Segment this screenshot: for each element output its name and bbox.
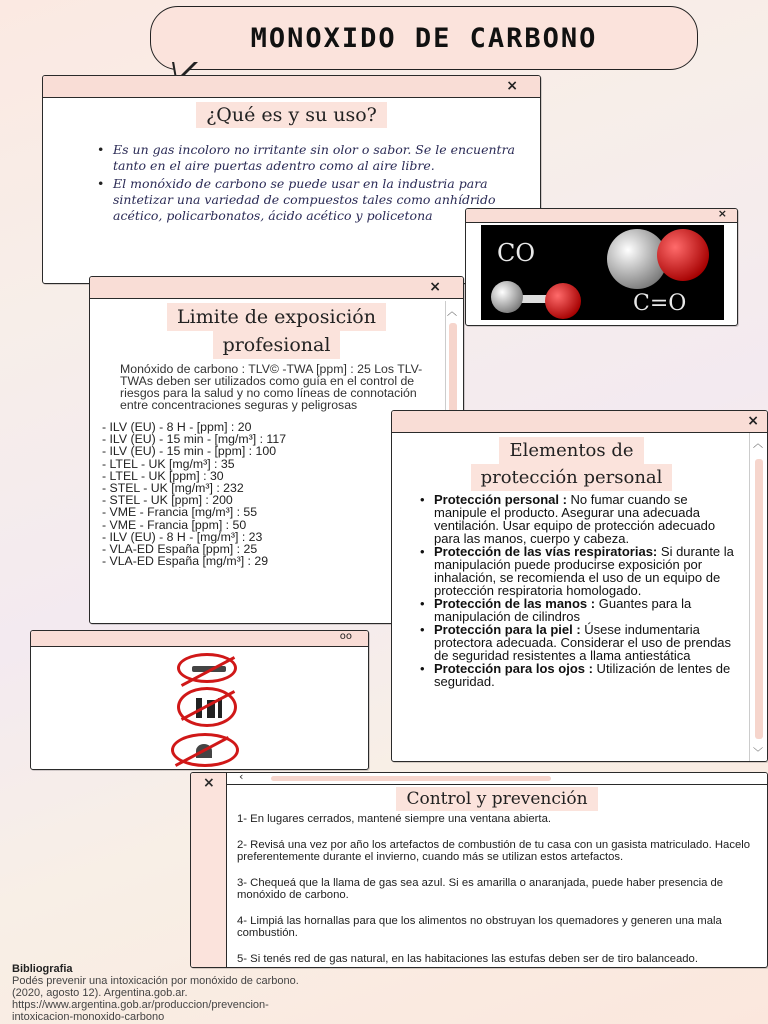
close-icon[interactable]: × (506, 78, 518, 94)
ppe-scrollbar[interactable] (749, 433, 767, 761)
signs-titlebar (31, 631, 368, 647)
ppe-item-label: Protección personal : (434, 492, 567, 507)
bibliography (12, 963, 432, 1023)
list-item: - VLA-ED España [ppm] : 25 (102, 542, 258, 557)
list-item: • Es un gas incoloro no irritante sin olor o sabor. Se le encuentra tanto en el aire puertas adentro como al aire libre. (93, 142, 520, 174)
ppe-window (391, 410, 768, 762)
no-eating-sign (177, 687, 237, 727)
list-item: - STEL - UK [ppm] : 200 (102, 493, 233, 508)
scroll-up-icon[interactable]: ︿ (447, 307, 457, 318)
ppe-item-text: Utilización de lentes de seguridad. (434, 661, 731, 689)
list-item: • El monóxido de carbono se puede usar en la industria para sintetizar una variedad de compuestos tales como anhídrido acético, policarbonatos, ácido acético y policetona (93, 176, 520, 224)
ppe-list (418, 493, 739, 688)
list-item: 3- Chequeá que la llama de gas sea azul. Si es amarilla o anaranjada, puede haber presencia de monóxido de carbono. (237, 877, 724, 901)
exposure-intro: Monóxido de carbono : TLV© -TWA [ppm] : 25 Los TLV-TWAs deben ser utilizados como guía en el control de riesgos para la salud y no como líneas de connotación entre concentraciones seguras y peligrosas (120, 362, 423, 412)
bond-small (519, 295, 549, 303)
what-is-heading: ¿Qué es y su uso? (196, 102, 387, 128)
window-dots-icon[interactable]: oo (339, 631, 352, 642)
bibliography-title: Bibliografia (12, 963, 73, 975)
list-item: - ILV (EU) - 15 min - [mg/m³] : 117 (102, 432, 287, 447)
what-is-window-titlebar (43, 76, 540, 98)
list-item: - LTEL - UK [ppm] : 30 (102, 468, 224, 483)
bibliography-line: Podés prevenir una intoxicación por monóxido de carbono. (12, 975, 299, 987)
list-item: - ILV (EU) - 8 H - [ppm] : 20 (102, 420, 252, 434)
list-item: - ILV (EU) - 8 H - [mg/m³] : 23 (102, 529, 263, 544)
close-icon[interactable]: × (747, 413, 759, 429)
what-is-list (93, 142, 520, 224)
oxygen-atom-large (657, 229, 709, 281)
list-item: 1- En lugares cerrados, mantené siempre una ventana abierta. (237, 813, 551, 825)
oxygen-atom-small (545, 283, 581, 319)
collapse-left-icon[interactable]: ‹ (239, 772, 244, 783)
close-icon[interactable]: × (429, 279, 441, 295)
list-item (418, 662, 739, 688)
control-topbar-scrollthumb[interactable] (271, 776, 551, 781)
molecule-structure-label: C=O (633, 291, 687, 316)
ppe-item-label: Protección de las manos : (434, 596, 596, 611)
list-item: - ILV (EU) - 15 min - [ppm] : 100 (102, 444, 277, 459)
molecule-window-titlebar (466, 209, 737, 223)
bibliography-link[interactable]: https://www.argentina.gob.ar/produccion/prevencion- (12, 999, 269, 1011)
exposure-heading-line2: profesional (213, 331, 341, 359)
list-item: - LTEL - UK [mg/m³] : 35 (102, 456, 235, 471)
bibliography-line: (2020, agosto 12). Argentina.gob.ar. (12, 987, 188, 999)
list-item (418, 493, 739, 545)
ppe-item-text: No fumar cuando se manipule el producto. Asegurar una adecuada ventilación. Usar equipo de protección adecuado para las manos, cuerpo y cabeza. (434, 492, 716, 546)
no-fire-sign (171, 733, 239, 767)
list-item: - VLA-ED España [mg/m³] : 29 (102, 554, 269, 569)
control-heading: Control y prevención (396, 787, 597, 811)
ppe-heading-line1: Elementos de (499, 437, 643, 464)
ppe-item-text: Si durante la manipulación puede producirse exposición por inhalación, se recomienda el uso de un equipo de protección respiratoria homologado. (434, 544, 734, 598)
list-item: 4- Limpiá las hornallas para que los alimentos no obstruyan los quemadores y generen una mala combustión. (237, 915, 722, 939)
ppe-item-label: Protección para los ojos : (434, 661, 593, 676)
ppe-item-label: Protección de las vías respiratorias: (434, 544, 658, 559)
molecule-3d-model (481, 225, 724, 320)
close-icon[interactable]: × (203, 775, 215, 791)
exposure-heading-line1: Limite de exposición (167, 303, 386, 331)
list-item (418, 545, 739, 597)
control-topbar (227, 773, 767, 785)
close-icon[interactable]: × (717, 208, 727, 220)
exposure-limits-titlebar (90, 277, 463, 299)
prohibition-signs-window (30, 630, 369, 770)
bibliography-link[interactable]: intoxicacion-monoxido-carbono (12, 1011, 165, 1023)
list-item: 2- Revisá una vez por año los artefactos de combustión de tu casa con un gasista matriculado. Hacelo preferentemente durante el invierno, cuando más se utilizan estos artefactos. (237, 839, 751, 863)
scroll-down-icon[interactable]: ﹀ (753, 748, 763, 759)
scroll-up-icon[interactable]: ︿ (753, 439, 763, 450)
control-list (237, 813, 761, 968)
control-side-panel (191, 773, 227, 967)
list-item (418, 623, 739, 662)
ppe-heading-line2: protección personal (471, 464, 673, 491)
carbon-atom-small (491, 281, 523, 313)
list-item: - VME - Francia [ppm] : 50 (102, 517, 247, 532)
list-item: - STEL - UK [mg/m³] : 232 (102, 481, 244, 496)
list-item (418, 597, 739, 623)
list-item: 5- Si tenés red de gas natural, en las habitaciones las estufas deben ser de tiro balanceado. (237, 953, 698, 965)
list-item: - VME - Francia [mg/m³] : 55 (102, 505, 258, 520)
ppe-item-text: Úsese indumentaria protectora adecuada. Considerar el uso de prendas de seguridad resistentes a llama antiestática (434, 622, 732, 663)
molecule-formula-label: CO (497, 239, 536, 267)
scroll-thumb[interactable] (755, 459, 763, 739)
ppe-item-label: Protección para la piel : (434, 622, 581, 637)
control-window (190, 772, 768, 968)
no-smoking-sign (177, 653, 237, 683)
ppe-titlebar (392, 411, 767, 433)
page-title: MONOXIDO DE CARBONO (150, 6, 698, 70)
ppe-item-text: Guantes para la manipulación de cilindros (434, 596, 692, 624)
molecule-image (481, 225, 724, 320)
molecule-window (465, 208, 738, 326)
